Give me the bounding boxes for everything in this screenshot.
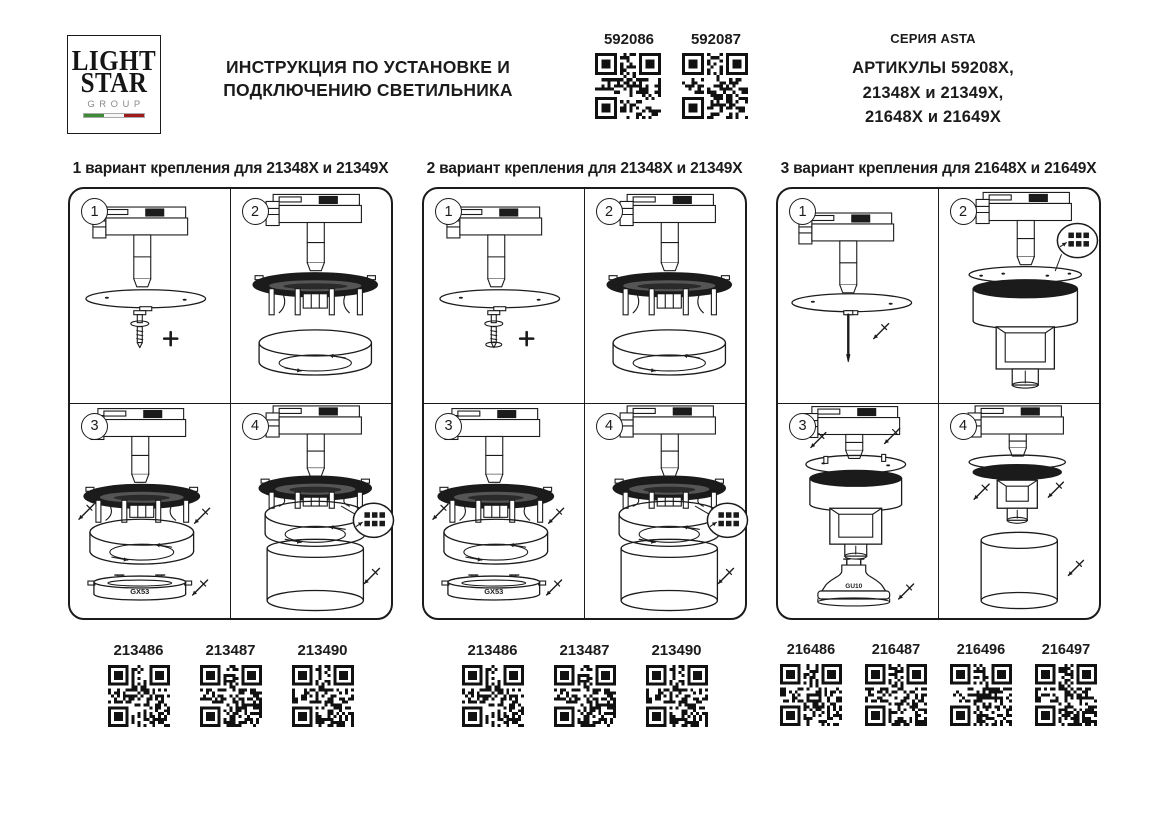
qr-213490: 213490 — [645, 642, 709, 727]
steps-panel — [422, 187, 747, 620]
step-number: 1 — [81, 198, 108, 225]
logo-star: STAR — [80, 68, 148, 99]
step-cell — [70, 404, 231, 619]
variant-section-3 — [776, 160, 1101, 727]
lightstar-logo — [67, 35, 161, 134]
logo-group: GROUP — [87, 99, 145, 110]
qr-code-image — [462, 665, 524, 727]
qr-code-image — [554, 665, 616, 727]
step-cell — [70, 189, 231, 404]
qr-592087 — [682, 31, 750, 119]
step-number: 3 — [789, 413, 816, 440]
qr-code-image — [292, 665, 354, 727]
qr-code-image — [682, 53, 748, 119]
step-cell — [424, 189, 585, 404]
qr-213486: 213486 — [461, 642, 525, 727]
step-number: 3 — [435, 413, 462, 440]
logo-light: LIGHT — [71, 46, 157, 77]
step-number: 3 — [81, 413, 108, 440]
step-cell — [585, 189, 746, 404]
svg-text:GU10: GU10 — [845, 582, 863, 590]
variant-section-1 — [68, 160, 393, 727]
section-header: 3 вариант крепления для 21648X и 21649X — [780, 160, 1097, 177]
qr-code-image — [646, 665, 708, 727]
step-number: 2 — [596, 198, 623, 225]
qr-label: 592087 — [690, 31, 742, 48]
qr-code-image — [780, 664, 842, 726]
page-title-line1: ИНСТРУКЦИЯ ПО УСТАНОВКЕ И — [226, 57, 510, 77]
qr-592086 — [595, 31, 663, 119]
step-number: 4 — [596, 413, 623, 440]
qr-216486: 216486 — [780, 642, 842, 726]
step-cell — [231, 189, 392, 404]
series-info — [838, 31, 1028, 130]
qr-213487: 213487 — [553, 642, 617, 727]
step-cell — [778, 404, 939, 619]
qr-code-image — [950, 664, 1012, 726]
qr-code-image — [108, 665, 170, 727]
qr-216487: 216487 — [865, 642, 927, 726]
step-cell — [585, 404, 746, 619]
step-number: 1 — [435, 198, 462, 225]
section-header: 1 вариант крепления для 21348X и 21349X — [72, 160, 389, 177]
qr-code-image — [595, 53, 661, 119]
step-number: 2 — [242, 198, 269, 225]
step-number: 4 — [950, 413, 977, 440]
qr-code-image — [865, 664, 927, 726]
qr-code-image — [1035, 664, 1097, 726]
qr-213487: 213487 — [199, 642, 263, 727]
step-cell — [778, 189, 939, 404]
svg-text:GX53: GX53 — [130, 586, 150, 596]
qr-216496: 216496 — [950, 642, 1012, 726]
series-name: СЕРИЯ ASTA — [890, 31, 976, 46]
step-cell — [939, 189, 1100, 404]
step-number: 2 — [950, 198, 977, 225]
qr-label: 592086 — [603, 31, 655, 48]
page-title-line2: ПОДКЛЮЧЕНИЮ СВЕТИЛЬНИКА — [223, 80, 513, 100]
qr-row — [68, 642, 393, 727]
step-cell — [939, 404, 1100, 619]
qr-213486: 213486 — [107, 642, 171, 727]
series-articles: АРТИКУЛЫ 59208X, 21348X и 21349X, 21648X и 21649X — [852, 59, 1014, 126]
step-number: 4 — [242, 413, 269, 440]
step-cell — [231, 404, 392, 619]
step-number: 1 — [789, 198, 816, 225]
page-title — [168, 56, 568, 102]
step-cell — [424, 404, 585, 619]
qr-row — [776, 642, 1101, 726]
svg-text:GX53: GX53 — [484, 586, 504, 596]
variant-section-2 — [422, 160, 747, 727]
steps-panel — [776, 187, 1101, 620]
qr-row — [422, 642, 747, 727]
qr-213490: 213490 — [291, 642, 355, 727]
steps-panel — [68, 187, 393, 620]
qr-216497: 216497 — [1035, 642, 1097, 726]
variant-sections — [68, 160, 1101, 727]
qr-code-image — [200, 665, 262, 727]
italian-flag-stripe — [83, 113, 145, 118]
section-header: 2 вариант крепления для 21348X и 21349X — [426, 160, 743, 177]
